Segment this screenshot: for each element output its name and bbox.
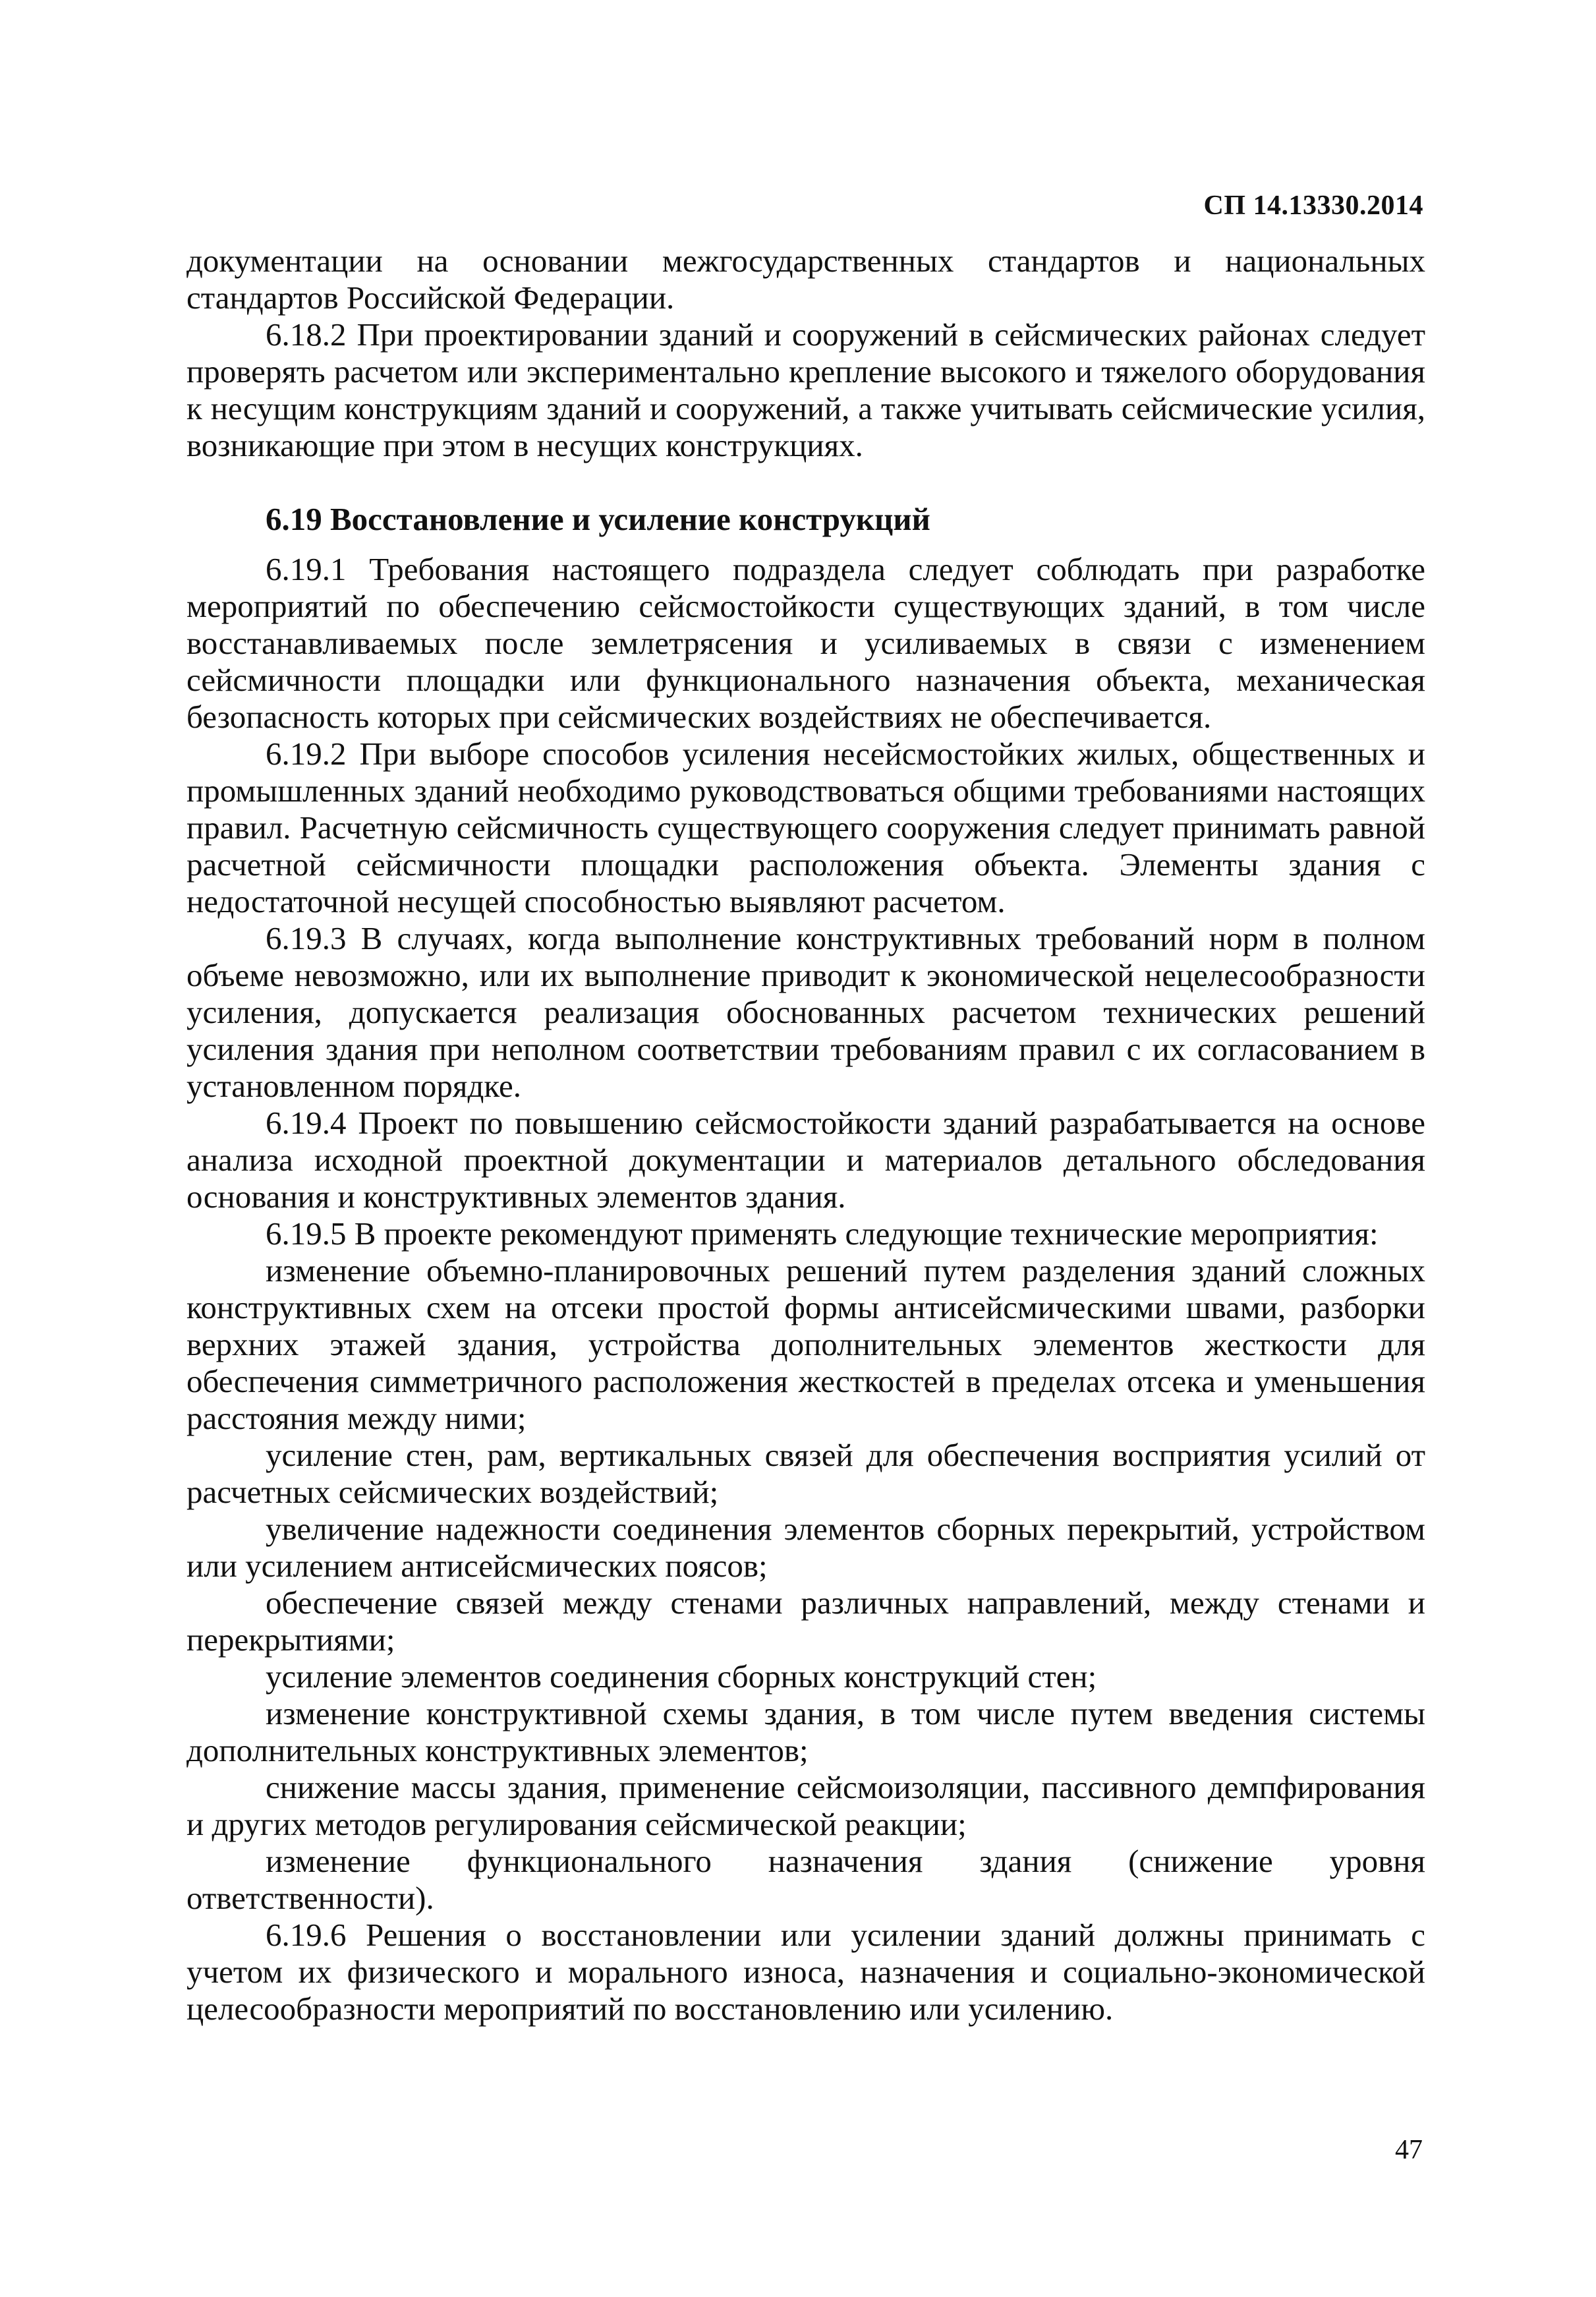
measure-item: снижение массы здания, применение сейсмоизоляции, пассивного демпфирования и других методов регулирования сейсмической реакции;	[186, 1769, 1425, 1842]
measure-item: усиление элементов соединения сборных конструкций стен;	[266, 1658, 1097, 1695]
measure-item: усиление стен, рам, вертикальных связей для обеспечения восприятия усилий от расчетных сейсмических воздействий;	[186, 1437, 1425, 1510]
measure-item: обеспечение связей между стенами различных направлений, между стенами и перекрытиями;	[186, 1585, 1425, 1658]
paragraph-6-18-2: 6.18.2 При проектировании зданий и сооружений в сейсмических районах следует проверять расчетом или экспериментально крепление высокого и тяжелого оборудования к несущим конструкциям зданий и сооружений, а также учитывать сейсмические усилия, возникающие при этом в несущих конструкциях.	[186, 316, 1425, 463]
paragraph-6-19-1: 6.19.1 Требования настоящего подраздела следует соблюдать при разработке мероприятий по обеспечению сейсмостойкости существующих зданий, в том числе восстанавливаемых после землетрясения и усиливаемых в связи с изменением сейсмичности площадки или функционального назначения объекта, механическая безопасность которых при сейсмических воздействиях не обеспечивается.	[186, 551, 1425, 735]
paragraph-6-19-6: 6.19.6 Решения о восстановлении или усилении зданий должны принимать с учетом их физического и морального износа, назначения и социально-экономической целесообразности мероприятий по восстановлению или усилению.	[186, 1917, 1425, 2027]
page-number: 47	[1395, 2135, 1423, 2165]
paragraph-6-19-5: 6.19.5 В проекте рекомендуют применять следующие технические мероприятия:	[266, 1215, 1379, 1252]
measure-item: изменение объемно-планировочных решений путем разделения зданий сложных конструктивных схем на отсеки простой формы антисейсмическими швами, разборки верхних этажей здания, устройства дополнительных элементов жесткости для обеспечения симметричного расположения жесткостей в пределах отсека и уменьшения расстояния между ними;	[186, 1252, 1425, 1436]
measure-item: изменение функционального назначения здания (снижение уровня ответственности).	[186, 1843, 1425, 1916]
paragraph-continuation: документации на основании межгосударственных стандартов и национальных стандартов Российской Федерации.	[186, 243, 1425, 316]
paragraph-6-19-4: 6.19.4 Проект по повышению сейсмостойкости зданий разрабатывается на основе анализа исходной проектной документации и материалов детального обследования основания и конструктивных элементов здания.	[186, 1105, 1425, 1215]
page-content	[186, 243, 1425, 2027]
document-code-header: СП 14.13330.2014	[1203, 190, 1423, 221]
section-title-6-19: 6.19 Восстановление и усиление конструкций	[266, 501, 930, 537]
measure-item: изменение конструктивной схемы здания, в том числе путем введения системы дополнительных конструктивных элементов;	[186, 1695, 1425, 1768]
paragraph-6-19-2: 6.19.2 При выборе способов усиления несейсмостойких жилых, общественных и промышленных зданий необходимо руководствоваться общими требованиями настоящих правил. Расчетную сейсмичность существующего сооружения следует принимать равной расчетной сейсмичности площадки расположения объекта. Элементы здания с недостаточной несущей способностью выявляют расчетом.	[186, 736, 1425, 919]
paragraph-6-19-3: 6.19.3 В случаях, когда выполнение конструктивных требований норм в полном объеме невозможно, или их выполнение приводит к экономической нецелесообразности усиления, допускается реализация обоснованных расчетом технических решений усиления здания при неполном соответствии требованиям правил с их согласованием в установленном порядке.	[186, 920, 1425, 1104]
measure-item: увеличение надежности соединения элементов сборных перекрытий, устройством или усилением антисейсмических поясов;	[186, 1511, 1425, 1584]
